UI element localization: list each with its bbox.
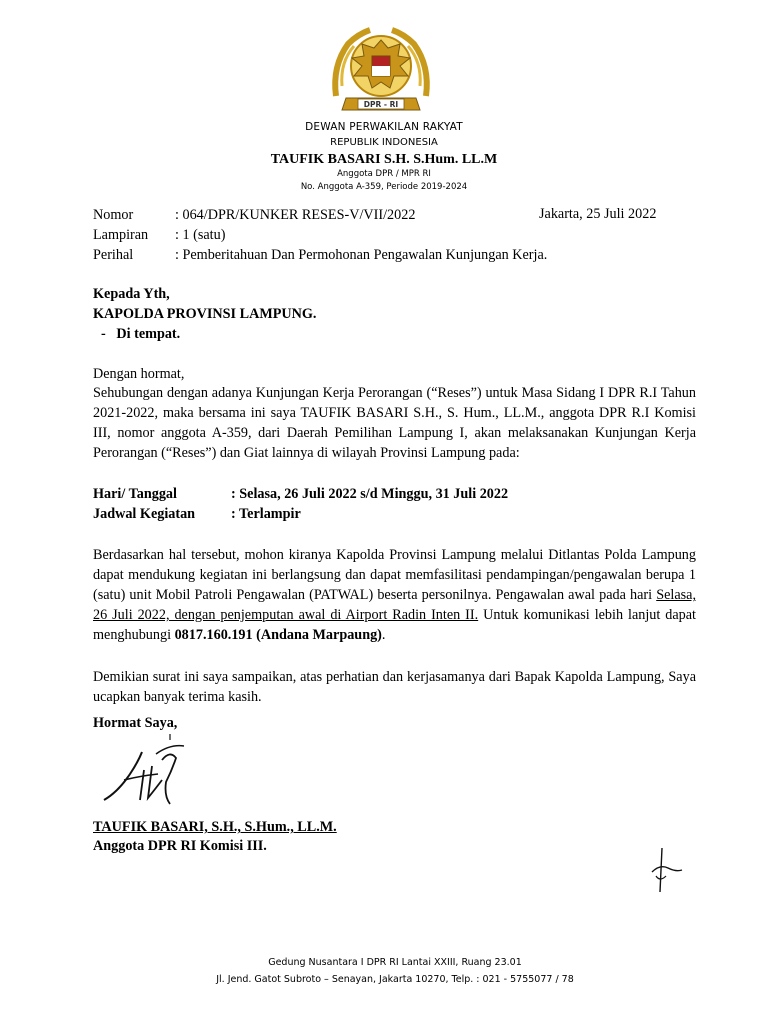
pickup-details: Selasa, 26 Juli 2022, dengan penjemputan awal di Airport Radin Inten II. <box>93 587 696 623</box>
perihal-label: Perihal <box>93 247 134 263</box>
member-number: No. Anggota A-359, Periode 2019-2024 <box>300 182 468 192</box>
schedule-agenda-value: : Terlampir <box>231 506 301 522</box>
nomor-value: : 064/DPR/KUNKER RESES-V/VII/2022 <box>175 207 416 223</box>
perihal-value: : Pemberitahuan Dan Permohonan Pengawalan Kunjungan Kerja. <box>175 247 548 263</box>
country-name: REPUBLIK INDONESIA <box>330 137 438 148</box>
paragraph-2-text-b: Untuk komunikasi lebih lanjut dapat menghubungi <box>93 607 696 643</box>
letter-date: Jakarta, 25 Juli 2022 <box>539 206 657 222</box>
schedule-agenda-label: Jadwal Kegiatan <box>93 506 196 522</box>
closing: Hormat Saya, <box>93 715 178 731</box>
recipient-greeting: Kepada Yth, <box>93 286 170 302</box>
paragraph-2-end: . <box>381 627 386 643</box>
schedule-day-row <box>93 486 508 503</box>
signatory-name: TAUFIK BASARI, S.H., S.Hum., LL.M. <box>93 819 337 835</box>
nomor-label: Nomor <box>93 207 134 223</box>
schedule-day-label: Hari/ Tanggal <box>93 486 177 502</box>
lampiran-value: : 1 (satu) <box>175 227 226 243</box>
signatory-title: Anggota DPR RI Komisi III. <box>93 838 267 854</box>
paragraph-1: Sehubungan dengan adanya Kunjungan Kerja Perorangan (“Reses”) untuk Masa Sidang I DPR R.I Tahun 2021-2022, maka bersama ini saya TAUFIK BASARI S.H., S. Hum., LL.M., anggota DPR R.I Komisi III, nomor anggota A-359, dari Daerah Pemilihan Lampung I, akan melaksanakan Kunjungan Kerja Perorangan (“Reses”) dan Giat lainnya di wilayah Provinsi Lampung pada: <box>93 385 696 461</box>
lampiran-label: Lampiran <box>93 227 149 243</box>
lampiran-row <box>93 225 225 245</box>
footer-address-2: Jl. Jend. Gatot Subroto – Senayan, Jakarta 10270, Telp. : 021 - 5755077 / 78 <box>216 974 574 985</box>
member-name: TAUFIK BASARI S.H. S.Hum. LL.M <box>270 152 498 167</box>
schedule-day-value: : Selasa, 26 Juli 2022 s/d Minggu, 31 Juli 2022 <box>231 486 509 502</box>
recipient-name: KAPOLDA PROVINSI LAMPUNG. <box>93 306 317 322</box>
dpr-ri-emblem-icon <box>328 26 434 122</box>
signature-icon <box>100 730 200 814</box>
member-role: Anggota DPR / MPR RI <box>337 169 431 179</box>
footer-address-1: Gedung Nusantara I DPR RI Lantai XXIII, Ruang 23.01 <box>268 957 522 968</box>
paragraph-2 <box>93 545 696 645</box>
paragraph-2-text-a: Berdasarkan hal tersebut, mohon kiranya Kapolda Provinsi Lampung melalui Ditlantas Polda Lampung dapat mendukung kegiatan ini berlangsung dan dapat memfasilitasi pendampingan/pengawalan berupa 1 (satu) unit Mobil Patroli Pengawalan (PATWAL) beserta personilnya. Pengawalan awal pada hari <box>93 547 696 603</box>
contact-phone: 0817.160.191 (Andana Marpaung) <box>174 627 382 643</box>
logo-ribbon-text: DPR - RI <box>363 100 399 109</box>
salutation: Dengan hormat, <box>93 366 185 382</box>
perihal-row <box>93 245 547 265</box>
institution-name: DEWAN PERWAKILAN RAKYAT <box>305 121 463 133</box>
paragraph-3: Demikian surat ini saya sampaikan, atas perhatian dan kerjasamanya dari Bapak Kapolda Lampung, Saya ucapkan banyak terima kasih. <box>93 669 696 705</box>
schedule-agenda-row <box>93 506 301 523</box>
recipient-place: - Di tempat. <box>101 326 181 342</box>
nomor-row <box>93 205 415 225</box>
